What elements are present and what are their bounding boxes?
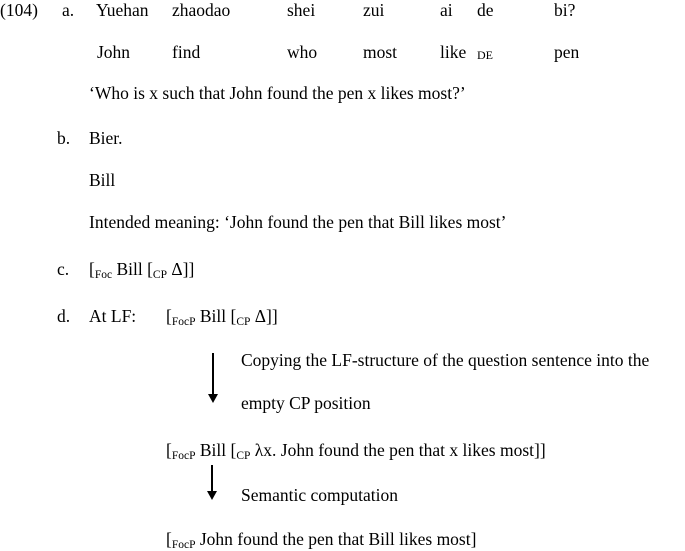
down-arrow-icon xyxy=(212,353,214,401)
structure-d1: [$_{FocP}$ Bill [$_{CP}$ Δ]] xyxy=(166,306,278,328)
structure-d3: [$_{FocP}$ John found the pen that Bill likes most] xyxy=(166,529,477,551)
word: de xyxy=(477,0,494,20)
word: Yuehan xyxy=(96,0,149,20)
gloss: like xyxy=(440,42,467,62)
intended-meaning: Intended meaning: ‘John found the pen that Bill likes most’ xyxy=(89,212,507,232)
gloss: DE xyxy=(477,48,493,62)
word: ai xyxy=(440,0,453,20)
step1-text-cont: empty CP position xyxy=(241,393,371,413)
gloss: most xyxy=(363,42,398,62)
example-number: (104) xyxy=(0,0,38,20)
gloss: John xyxy=(97,42,131,62)
gloss: pen xyxy=(554,42,580,62)
translation: ‘Who is x such that John found the pen x likes most?’ xyxy=(89,83,466,103)
item-label-a: a. xyxy=(62,0,75,20)
step1-text: Copying the LF-structure of the question sentence into the xyxy=(241,350,650,370)
item-label-d: d. xyxy=(57,306,71,326)
item-label-c: c. xyxy=(57,259,70,279)
answer-gloss: Bill xyxy=(89,170,116,190)
answer: Bier. xyxy=(89,128,123,148)
at-lf-label: At LF: xyxy=(89,306,137,326)
word: bi? xyxy=(554,0,576,20)
word: zhaodao xyxy=(172,0,231,20)
gloss: find xyxy=(172,42,201,62)
structure-d2: [$_{FocP}$ Bill [$_{CP}$ λx. John found the pen that x likes most]] xyxy=(166,440,546,462)
step2-text: Semantic computation xyxy=(241,485,398,505)
word: shei xyxy=(287,0,316,20)
word: zui xyxy=(363,0,385,20)
gloss: who xyxy=(287,42,318,62)
item-label-b: b. xyxy=(57,128,71,148)
down-arrow-icon xyxy=(211,465,213,498)
structure-c: [$_{Foc}$ Bill [$_{CP}$ Δ]] xyxy=(89,259,195,281)
